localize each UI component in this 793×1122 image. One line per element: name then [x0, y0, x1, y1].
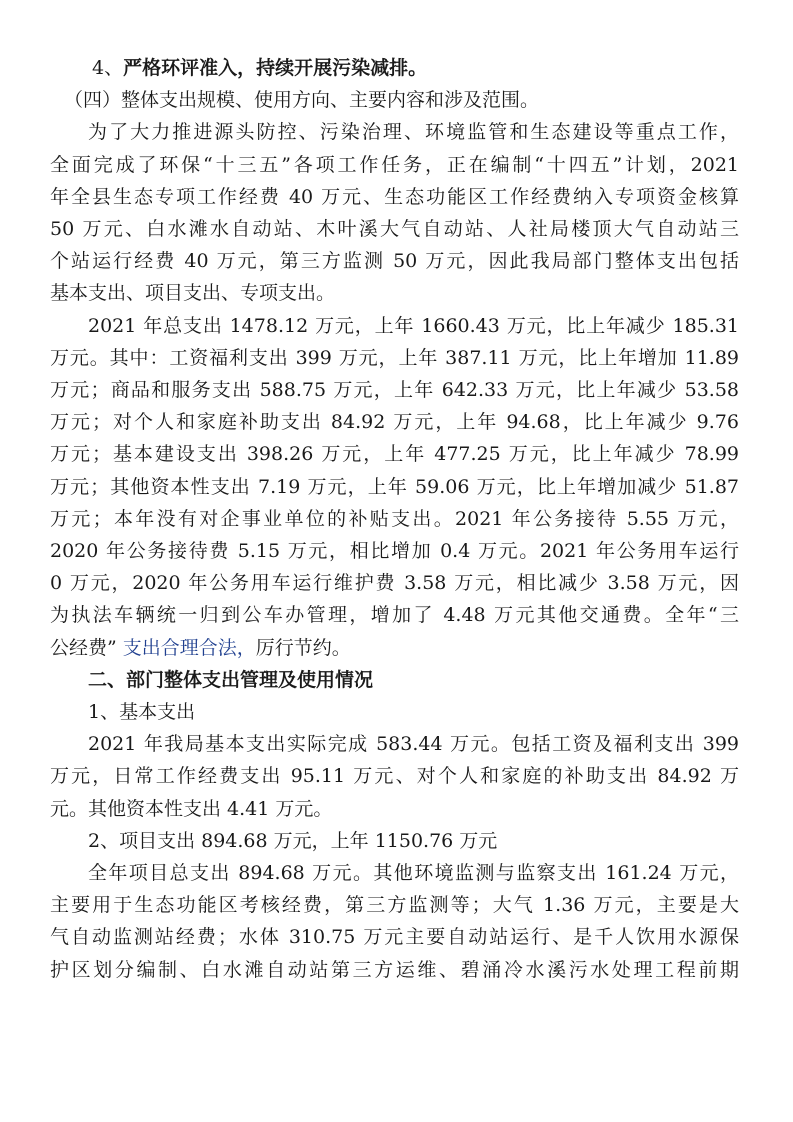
para2-line: 万元；本年没有对企事业单位的补贴支出。2021 年公务接待 5.55 万元，	[50, 507, 739, 530]
para2-line: 为执法车辆统一归到公车办管理，增加了 4.48 万元其他交通费。全年“三	[50, 604, 739, 627]
para2-line: 2020 年公务接待费 5.15 万元，相比增加 0.4 万元。2021 年公务用车运行	[50, 540, 739, 563]
para4-line: 气自动监测站经费；水体 310.75 万元主要自动站运行、是千人饮用水源保	[50, 926, 739, 949]
para1-line: 全面完成了环保“十三五”各项工作任务，正在编制“十四五”计划，2021	[50, 153, 739, 176]
section-4-heading	[50, 52, 739, 84]
para1-line: 基本支出、项目支出、专项支出。	[50, 282, 336, 305]
para3-line: 万元，日常工作经费支出 95.11 万元、对个人和家庭的补助支出 84.92 万	[50, 765, 739, 788]
para4-line: 护区划分编制、白水滩自动站第三方运维、碧涌冷水溪污水处理工程前期	[50, 958, 739, 981]
para4-line: 主要用于生态功能区考核经费，第三方监测等；大气 1.36 万元，主要是大	[50, 894, 739, 917]
subsection-4-heading: （四）整体支出规模、使用方向、主要内容和涉及范围。	[64, 89, 540, 112]
para2-line: 万元；其他资本性支出 7.19 万元，上年 59.06 万元，比上年增加减少 51.87	[50, 475, 739, 498]
para2-last-text-c: 厉行节约。	[255, 636, 351, 659]
section-2-heading: 二、部门整体支出管理及使用情况	[88, 668, 374, 691]
para2-line: 0 万元，2020 年公务用车运行维护费 3.58 万元，相比减少 3.58 万元，因	[50, 572, 739, 595]
para2-line: 万元。其中：工资福利支出 399 万元，上年 387.11 万元，比上年增加 11.89	[50, 346, 739, 369]
section-4-number: 4、	[92, 57, 124, 79]
para1-line: 年全县生态专项工作经费 40 万元、生态功能区工作经费纳入专项资金核算	[50, 185, 739, 208]
para3-line: 元。其他资本性支出 4.41 万元。	[50, 797, 333, 820]
para2-last-text-a: 公经费”	[50, 636, 123, 659]
para1-line: 为了大力推进源头防控、污染治理、环境监管和生态建设等重点工作，	[88, 121, 739, 144]
para2-line: 万元；对个人和家庭补助支出 84.92 万元，上年 94.68，比上年减少 9.76	[50, 411, 739, 434]
para1-line: 50 万元、白水滩水自动站、木叶溪大气自动站、人社局楼顶大气自动站三	[50, 218, 739, 241]
para2-line: 2021 年总支出 1478.12 万元，上年 1660.43 万元，比上年减少 185.31	[88, 314, 739, 337]
para2-line: 万元；商品和服务支出 588.75 万元，上年 642.33 万元，比上年减少 53.58	[50, 379, 739, 402]
para4-line: 全年项目总支出 894.68 万元。其他环境监测与监察支出 161.24 万元，	[88, 862, 739, 885]
para1-line: 个站运行经费 40 万元，第三方监测 50 万元，因此我局部门整体支出包括	[50, 250, 739, 273]
section-4-title: 严格环评准入，持续开展污染减排。	[123, 57, 428, 79]
para2-last-text-b: 支出合理合法，	[122, 636, 256, 659]
para2-last-line	[50, 632, 739, 664]
para3-line: 2021 年我局基本支出实际完成 583.44 万元。包括工资及福利支出 399	[88, 733, 739, 756]
para2-line: 万元；基本建设支出 398.26 万元，上年 477.25 万元，比上年减少 78.99	[50, 443, 739, 466]
subheading-project-expenditure: 2、项目支出 894.68 万元，上年 1150.76 万元	[88, 829, 498, 852]
subheading-basic-expenditure: 1、基本支出	[88, 701, 196, 724]
